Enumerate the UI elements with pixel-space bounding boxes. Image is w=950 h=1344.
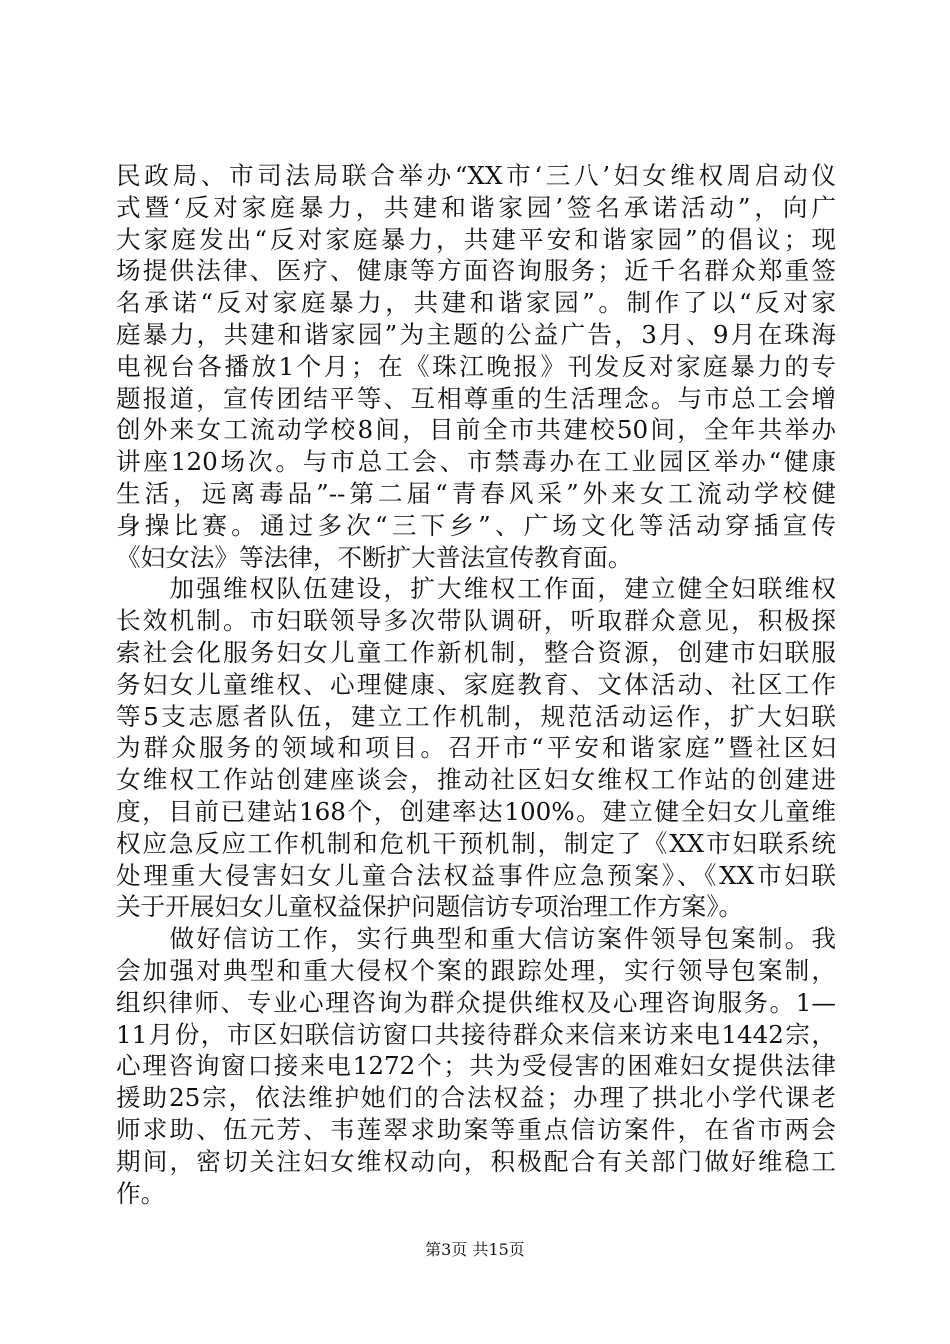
text-line: 民政局、市司法局联合举办“XX市‘三八’妇女维权周启动仪 bbox=[116, 161, 836, 190]
text-line: 式暨‘反对家庭暴力，共建和谐家园’签名承诺活动”，向广 bbox=[116, 192, 836, 222]
text-line: 电视台各播放1个月；在《珠江晚报》刊发反对家庭暴力的专 bbox=[116, 351, 836, 381]
text-line: 讲座120场次。与市总工会、市禁毒办在工业园区举办“健康 bbox=[116, 447, 836, 477]
text-line: 度，目前已建站168个，创建率达100%。建立健全妇女儿童维 bbox=[116, 796, 836, 826]
text-line: 名承诺“反对家庭暴力，共建和谐家园”。制作了以“反对家 bbox=[116, 288, 836, 318]
text-line: 长效机制。市妇联领导多次带队调研，听取群众意见，积极探 bbox=[116, 606, 836, 636]
text-line: 创外来女工流动学校8间，目前全市共建校50间，全年共举办 bbox=[116, 415, 836, 445]
text-line: 女维权工作站创建座谈会，推动社区妇女维权工作站的创建进 bbox=[116, 765, 836, 795]
text-line: 等5支志愿者队伍，建立工作机制，规范活动运作，扩大妇联 bbox=[116, 701, 836, 731]
text-line: 会加强对典型和重大侵权个案的跟踪处理，实行领导包案制， bbox=[116, 955, 836, 985]
text-line: 《妇女法》等法律，不断扩大普法宣传教育面。 bbox=[116, 542, 633, 572]
page-footer: 第3页 共15页 bbox=[425, 1240, 525, 1259]
text-line: 身操比赛。通过多次“三下乡”、广场文化等活动穿插宣传 bbox=[116, 510, 836, 540]
text-line: 为群众服务的领域和项目。召开市“平安和谐家庭”暨社区妇 bbox=[116, 733, 836, 763]
text-line: 题报道，宣传团结平等、互相尊重的生活理念。与市总工会增 bbox=[116, 383, 836, 413]
text-line: 关于开展妇女儿童权益保护问题信访专项治理工作方案》。 bbox=[116, 892, 744, 922]
text-line: 做好信访工作，实行典型和重大信访案件领导包案制。我 bbox=[116, 924, 836, 954]
text-line: 师求助、伍元芳、韦莲翠求助案等重点信访案件，在省市两会 bbox=[116, 1114, 836, 1144]
text-line: 索社会化服务妇女儿童工作新机制，整合资源，创建市妇联服 bbox=[116, 637, 836, 667]
text-line: 务妇女儿童维权、心理健康、家庭教育、文体活动、社区工作 bbox=[116, 669, 836, 699]
document-body bbox=[116, 160, 836, 1209]
text-line: 生活，远离毒品”--第二届“青春风采”外来女工流动学校健 bbox=[116, 478, 836, 508]
text-line: 权应急反应工作机制和危机干预机制，制定了《XX市妇联系统 bbox=[116, 828, 836, 858]
text-line: 组织律师、专业心理咨询为群众提供维权及心理咨询服务。1— bbox=[116, 987, 836, 1017]
text-line: 大家庭发出“反对家庭暴力，共建平安和谐家园”的倡议；现 bbox=[116, 224, 836, 254]
text-line: 庭暴力，共建和谐家园”为主题的公益广告，3月、9月在珠海 bbox=[116, 319, 836, 349]
text-line: 心理咨询窗口接来电1272个；共为受侵害的困难妇女提供法律 bbox=[116, 1051, 836, 1081]
text-line: 加强维权队伍建设，扩大维权工作面，建立健全妇联维权 bbox=[116, 574, 836, 604]
text-line: 作。 bbox=[116, 1178, 166, 1208]
text-line: 11月份，市区妇联信访窗口共接待群众来信来访来电1442宗， bbox=[116, 1019, 836, 1049]
text-line: 场提供法律、医疗、健康等方面咨询服务；近千名群众郑重签 bbox=[116, 256, 836, 286]
text-line: 期间，密切关注妇女维权动向，积极配合有关部门做好维稳工 bbox=[116, 1146, 836, 1176]
text-line: 援助25宗，依法维护她们的合法权益；办理了拱北小学代课老 bbox=[116, 1083, 836, 1113]
text-line: 处理重大侵害妇女儿童合法权益事件应急预案》、《XX市妇联 bbox=[116, 860, 836, 890]
